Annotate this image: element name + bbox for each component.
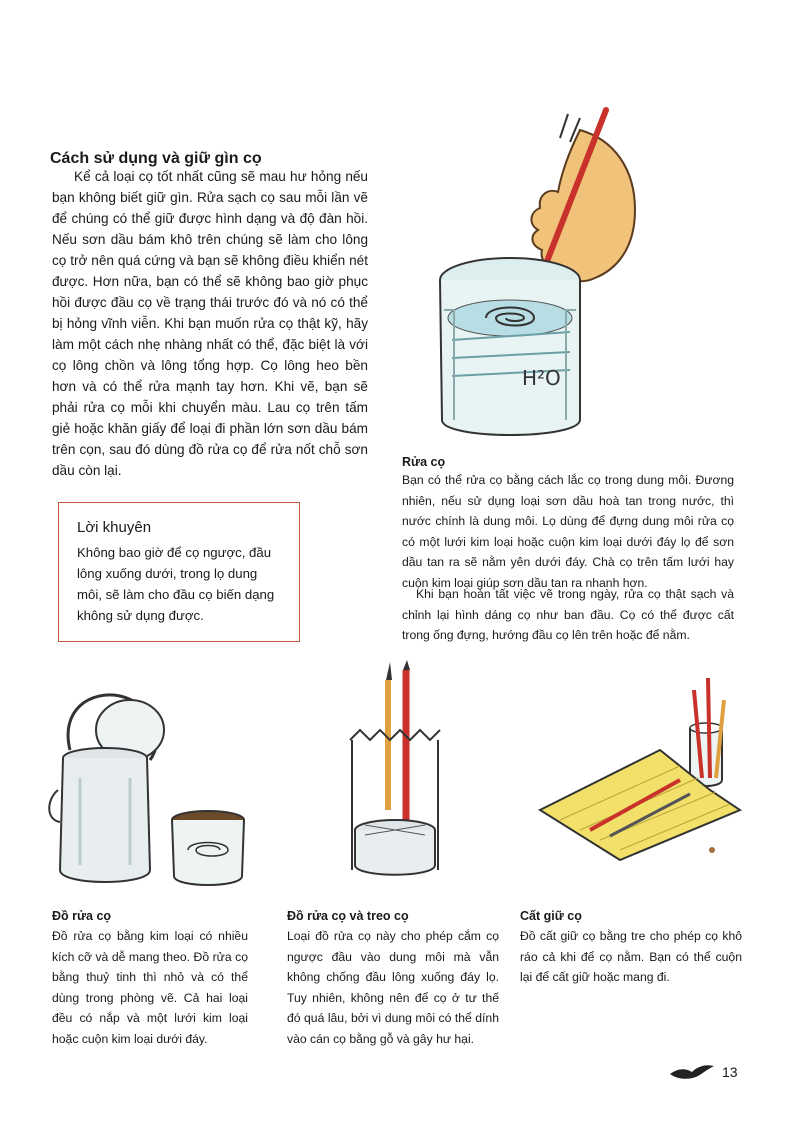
brush-washing-illustration [430, 100, 650, 450]
caption-3-text: Đồ cất giữ cọ bằng tre cho phép cọ khô ráo cả khi để cọ nằm. Bạn có thể cuộn lại để cất giữ hoặc mang đi. [520, 929, 742, 984]
brush-holder-illustration [340, 660, 450, 885]
bamboo-mat-illustration [540, 670, 750, 860]
caption-2-text: Loại đồ rửa cọ này cho phép cắm cọ ngược đầu vào dung môi mà vẫn không chống đầu lông xuống đáy lọ. Tuy nhiên, không nên để cọ ở tư thế đó quá lâu, bởi vì dung môi có thể dính vào cán cọ bằng gỗ và gây hư hại. [287, 929, 499, 1046]
section-body: Kể cả loại cọ tốt nhất cũng sẽ mau hư hỏng nếu bạn không biết giữ gìn. Rửa sạch cọ sau mỗi lần vẽ để chúng có thể giữ được hình dạng và độ đàn hồi. Nếu sơn dầu bám khô trên chúng sẽ làm cho lông cọ trở nên quá cứng và bạn sẽ không điều khiển nét được. Hơn nữa, bạn có thể sẽ không bao giờ phục hồi được đầu cọ về trạng thái trước đó và nó có thể bị hỏng vĩnh viễn. Khi bạn muốn rửa cọ thật kỹ, hãy làm một cách nhẹ nhàng nhất có thể, đặc biệt là với cọ lông chồn và lông tổng hợp. Cọ lông heo bền hơn và có thể rửa mạnh tay hơn. Khi vẽ, bạn sẽ phải rửa cọ mỗi khi chuyển màu. Lau cọ trên tấm giẻ hoặc khăn giấy để loại đi phần lớn sơn dầu bám trên cọn, sau đó dùng đồ rửa cọ để rửa nốt chỗ sơn dầu còn lại. [52, 169, 368, 478]
caption-3-title: Cất giữ cọ [520, 909, 582, 923]
caption-1-title: Đồ rửa cọ [52, 909, 112, 923]
washers-illustration [50, 690, 260, 895]
caption-1-text: Đồ rửa cọ bằng kim loại có nhiều kích cỡ và dễ mang theo. Đồ rửa cọ bằng thuỷ tinh thì nhỏ và có thể dùng trong phòng vẽ. Cả hai loại đều có nắp và một lưới kim loại hoặc cuộn kim loại dưới đáy. [52, 929, 248, 1046]
tip-text: Không bao giờ để cọ ngược, đầu lông xuống dưới, trong lọ dung môi, sẽ làm cho đầu cọ biến dạng không sử dụng được. [77, 545, 275, 623]
section-title: Cách sử dụng và giữ gìn cọ [50, 150, 262, 167]
tip-title: Lời khuyên [77, 519, 152, 536]
wash-para-1: Bạn có thể rửa cọ bằng cách lắc cọ trong dung môi. Đương nhiên, nếu sử dụng loại sơn dầu hoà tan trong nước, thì nước chính là dung môi. Lọ dùng để đựng dung môi rửa cọ có một lưới kim loại hoặc cuộn kim loại dưới đáy lọ để sơn dầu tan ra sẽ nằm yên dưới đáy. Chà cọ trên tấm lưới hay cuộn kim loại giúp sơn dầu tan ra nhanh hơn. [402, 473, 734, 590]
bird-ornament-icon [668, 1062, 718, 1082]
wash-title: Rửa cọ [402, 455, 446, 469]
caption-2-title: Đồ rửa cọ và treo cọ [287, 909, 409, 923]
tip-box [58, 502, 300, 642]
wash-para-2: Khi bạn hoàn tất việc vẽ trong ngày, rửa cọ thật sạch và chỉnh lại hình dáng cọ như ban đầu. Cọ có thể được cất trong ống đựng, hướng đầu cọ lên trên hoặc để nằm. [402, 587, 734, 642]
page-number: 13 [722, 1064, 738, 1080]
jar-label: H²O [522, 366, 561, 390]
